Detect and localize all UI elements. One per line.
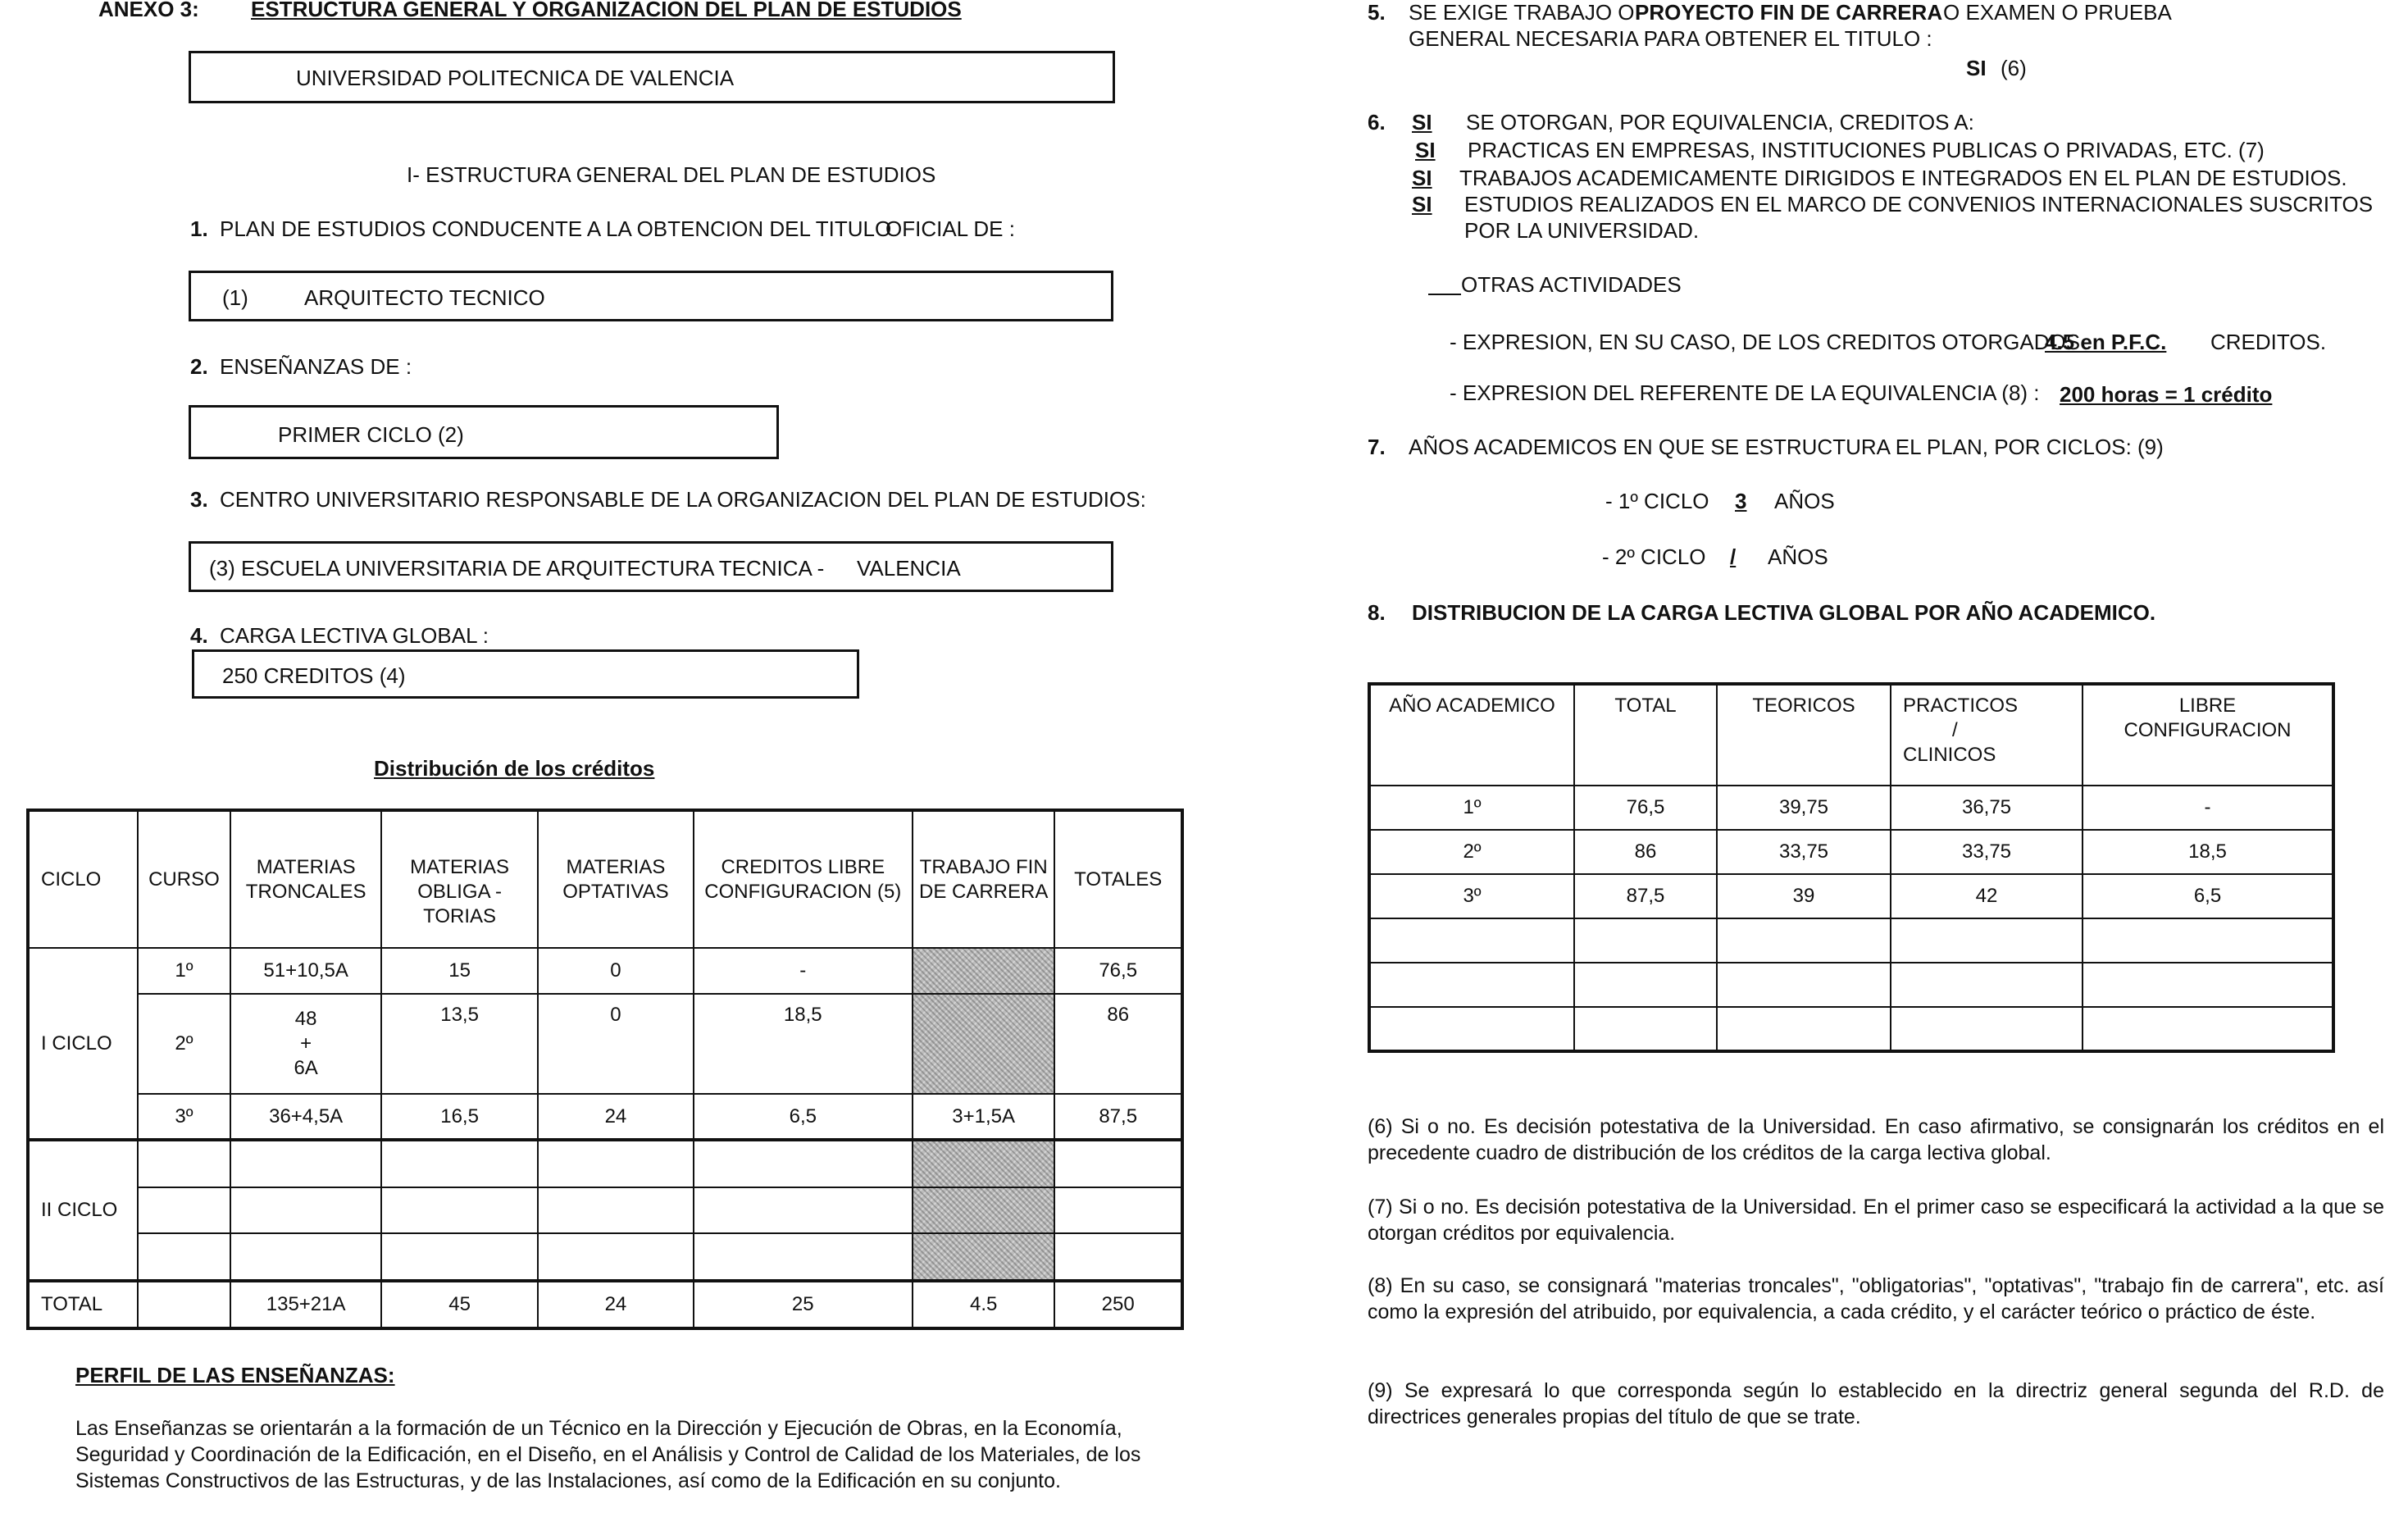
q4-number: 4. [190, 623, 208, 648]
yt-empty [1369, 918, 1574, 963]
q7-c1-unit: AÑOS [1774, 489, 1835, 513]
yt-empty [1891, 963, 2083, 1007]
header-obligatorias-l2: OBLIGA - [417, 880, 502, 903]
header-ciclo: CICLO [28, 810, 138, 948]
footnote-8: (8) En su caso, se consignará "materias troncales", "obligatorias", "optativas", "trabajo fin de carrera", etc. así como la expresión del atribuido, por equivalencia, a cada crédito, y el carácter teórico o práctico de éste. [1368, 1274, 2384, 1323]
yt-empty [1717, 1007, 1891, 1051]
total-label: TOTAL [28, 1281, 138, 1328]
row1-totales: 76,5 [1054, 948, 1182, 994]
header-troncales [230, 810, 381, 948]
ciclo2-r3-optativas [538, 1233, 693, 1281]
row3-libre: 6,5 [694, 1094, 913, 1140]
header-obligatorias [381, 810, 538, 948]
yt-header-total: TOTAL [1574, 684, 1717, 786]
yt-r1-teoricos: 39,75 [1717, 786, 1891, 830]
q7-c2-value: / [1730, 544, 1737, 569]
ciclo-2-label: II CICLO [28, 1140, 138, 1281]
q3-answer: (3) ESCUELA UNIVERSITARIA DE ARQUITECTURA TECNICA - [209, 556, 825, 581]
yt-empty [1369, 963, 1574, 1007]
total-libre: 25 [694, 1281, 913, 1328]
ciclo2-r3-curso [138, 1233, 231, 1281]
q6-otras-blank [1428, 294, 1461, 295]
q5-line2: GENERAL NECESARIA PARA OBTENER EL TITULO : [1409, 26, 1932, 51]
q7-text: AÑOS ACADEMICOS EN QUE SE ESTRUCTURA EL PLAN, POR CICLOS: (9) [1409, 435, 2164, 459]
q8-number: 8. [1368, 600, 1386, 625]
total-troncales: 135+21A [230, 1281, 381, 1328]
row2-curso: 2º [138, 994, 231, 1094]
ciclo2-r1-obligatorias [381, 1140, 538, 1187]
q6-item3-cont: POR LA UNIVERSIDAD. [1464, 218, 1700, 243]
yt-r3-year: 3º [1369, 874, 1574, 918]
q3-answer-box [189, 541, 1113, 592]
q1-answer: ARQUITECTO TECNICO [304, 285, 545, 310]
yt-r2-practicos: 33,75 [1891, 830, 2083, 874]
yt-header-teoricos: TEORICOS [1717, 684, 1891, 786]
header-trabajo-l1: TRABAJO FIN [919, 855, 1048, 878]
q3-number: 3. [190, 487, 208, 512]
yt-empty [1891, 1007, 2083, 1051]
ciclo2-r3-libre [694, 1233, 913, 1281]
header-libre-l2: CONFIGURACION (5) [704, 880, 902, 903]
yt-r2-teoricos: 33,75 [1717, 830, 1891, 874]
q6-item3-mark: SI [1412, 192, 1432, 216]
yt-r3-teoricos: 39 [1717, 874, 1891, 918]
ciclo-1-label: I CICLO [28, 948, 138, 1140]
ciclo2-r2-trabajo [913, 1187, 1054, 1233]
row1-trabajo [913, 948, 1054, 994]
header-libre-l1: CREDITOS LIBRE [721, 855, 885, 878]
row3-curso: 3º [138, 1094, 231, 1140]
q6-item3-text: ESTUDIOS REALIZADOS EN EL MARCO DE CONVENIOS INTERNACIONALES SUSCRITOS [1464, 192, 2374, 216]
footnote-7: (7) Si o no. Es decisión potestativa de la Universidad. En el primer caso se especificará la actividad a la que se otorgan créditos por equivalencia. [1368, 1196, 2384, 1245]
ciclo2-r3-totales [1054, 1233, 1182, 1281]
header-trabajo-l2: DE CARRERA [918, 880, 1049, 903]
row2-totales: 86 [1054, 994, 1182, 1094]
yt-r2-year: 2º [1369, 830, 1574, 874]
q6-expr2-text: - EXPRESION DEL REFERENTE DE LA EQUIVALENCIA (8) : [1450, 380, 2040, 405]
annex-label: ANEXO 3: [98, 0, 199, 21]
ciclo2-r1-optativas [538, 1140, 693, 1187]
yt-header-year: AÑO ACADEMICO [1369, 684, 1574, 786]
q3-text: CENTRO UNIVERSITARIO RESPONSABLE DE LA ORGANIZACION DEL PLAN DE ESTUDIOS: [220, 487, 1146, 512]
q6-expr1-value: 4.5 en P.F.C. [2045, 330, 2167, 354]
row2-troncales [230, 994, 381, 1094]
row3-totales: 87,5 [1054, 1094, 1182, 1140]
q5-line1-c: O EXAMEN O PRUEBA [1943, 0, 2172, 25]
q6-otras: OTRAS ACTIVIDADES [1461, 272, 1682, 297]
q4-answer: 250 CREDITOS (4) [222, 663, 406, 688]
section-title: I- ESTRUCTURA GENERAL DEL PLAN DE ESTUDIOS [407, 162, 936, 187]
q2-number: 2. [190, 354, 208, 379]
total-curso [138, 1281, 231, 1328]
header-obligatorias-l1: MATERIAS [410, 855, 510, 878]
yt-r3-total: 87,5 [1574, 874, 1717, 918]
row1-obligatorias: 15 [381, 948, 538, 994]
ciclo2-r2-libre [694, 1187, 913, 1233]
header-libre [694, 810, 913, 948]
q6-item2-mark: SI [1412, 166, 1432, 190]
row3-trabajo: 3+1,5A [913, 1094, 1054, 1140]
yt-empty [2083, 918, 2333, 963]
row2-troncales-a: 48 [294, 1008, 317, 1030]
q7-number: 7. [1368, 435, 1386, 459]
ciclo2-r1-totales [1054, 1140, 1182, 1187]
q5-answer: SI [1966, 56, 1987, 80]
perfil-line-3: Sistemas Constructivos de las Estructuras, y de las Instalaciones, así como de la Edificación en su conjunto. [75, 1469, 1061, 1492]
header-troncales-l1: MATERIAS [256, 855, 356, 878]
yt-r1-libre: - [2083, 786, 2333, 830]
footnote-9: (9) Se expresará lo que corresponda según lo establecido en la directriz general segunda del R.D. de directrices generales propias del título de que se trate. [1368, 1379, 2384, 1428]
header-optativas-l2: OPTATIVAS [562, 880, 669, 903]
q7-c1-label: - 1º CICLO [1605, 489, 1709, 513]
q5-line1-a: SE EXIGE TRABAJO O [1409, 0, 1635, 25]
perfil-line-2: Seguridad y Coordinación de la Edificación, en el Diseño, en el Análisis y Control de Calidad de los Materiales, de los [75, 1443, 1141, 1466]
q6-expr1-text: - EXPRESION, EN SU CASO, DE LOS CREDITOS OTORGADOS [1450, 330, 2081, 354]
ciclo2-r2-totales [1054, 1187, 1182, 1233]
row2-troncales-plus: + [300, 1032, 312, 1055]
row1-troncales: 51+10,5A [230, 948, 381, 994]
university-box [189, 51, 1115, 103]
yt-header-libre [2083, 684, 2333, 786]
yt-r3-libre: 6,5 [2083, 874, 2333, 918]
q5-ref: (6) [2001, 56, 2027, 80]
yt-empty [2083, 1007, 2333, 1051]
header-curso: CURSO [138, 810, 231, 948]
yt-empty [1717, 918, 1891, 963]
q4-answer-box [192, 649, 859, 699]
q6-item2-text: TRABAJOS ACADEMICAMENTE DIRIGIDOS E INTEGRADOS EN EL PLAN DE ESTUDIOS. [1459, 166, 2347, 190]
row2-trabajo [913, 994, 1054, 1094]
ciclo2-r1-trabajo [913, 1140, 1054, 1187]
perfil-title: PERFIL DE LAS ENSEÑANZAS: [75, 1363, 395, 1387]
q2-answer: PRIMER CICLO (2) [278, 422, 464, 447]
total-totales: 250 [1054, 1281, 1182, 1328]
row2-troncales-b: 6A [294, 1057, 318, 1079]
yt-empty [2083, 963, 2333, 1007]
ciclo2-r3-obligatorias [381, 1233, 538, 1281]
row2-optativas: 0 [538, 994, 693, 1094]
row2-obligatorias: 13,5 [381, 994, 538, 1094]
yt-r1-total: 76,5 [1574, 786, 1717, 830]
header-obligatorias-l3: TORIAS [423, 904, 497, 927]
q5-line1-b: PROYECTO FIN DE CARRERA [1635, 0, 1943, 25]
yt-header-libre-l1: LIBRE [2178, 695, 2237, 717]
q6-expr1-unit: CREDITOS. [2210, 330, 2327, 354]
q2-answer-box [189, 405, 779, 459]
ciclo2-r1-curso [138, 1140, 231, 1187]
row1-curso: 1º [138, 948, 231, 994]
q8-text: DISTRIBUCION DE LA CARGA LECTIVA GLOBAL POR AÑO ACADEMICO. [1412, 600, 2156, 625]
university-name: UNIVERSIDAD POLITECNICA DE VALENCIA [296, 66, 735, 90]
yt-header-libre-l2: CONFIGURACION [2124, 719, 2292, 741]
q2-text: ENSEÑANZAS DE : [220, 354, 412, 379]
q1-text-b: OFICIAL DE : [885, 216, 1015, 241]
row3-obligatorias: 16,5 [381, 1094, 538, 1140]
header-totales: TOTALES [1054, 810, 1182, 948]
q7-c2-label: - 2º CICLO [1602, 544, 1706, 569]
q1-ref: (1) [222, 285, 248, 310]
row2-libre: 18,5 [694, 994, 913, 1094]
yt-empty [1574, 963, 1717, 1007]
yt-r1-year: 1º [1369, 786, 1574, 830]
total-optativas: 24 [538, 1281, 693, 1328]
ciclo2-r3-troncales [230, 1233, 381, 1281]
q4-text: CARGA LECTIVA GLOBAL : [220, 623, 489, 648]
row1-optativas: 0 [538, 948, 693, 994]
q1-answer-box [189, 271, 1113, 321]
row3-optativas: 24 [538, 1094, 693, 1140]
q5-number: 5. [1368, 0, 1386, 25]
ciclo2-r2-obligatorias [381, 1187, 538, 1233]
q1-text: PLAN DE ESTUDIOS CONDUCENTE A LA OBTENCION DEL TITULO [220, 216, 892, 241]
yt-r3-practicos: 42 [1891, 874, 2083, 918]
credits-distribution-table [26, 809, 1184, 1330]
q6-text: SE OTORGAN, POR EQUIVALENCIA, CREDITOS A: [1466, 110, 1974, 134]
yt-empty [1369, 1007, 1574, 1051]
yt-r1-practicos: 36,75 [1891, 786, 2083, 830]
header-optativas [538, 810, 693, 948]
q7-c2-unit: AÑOS [1768, 544, 1828, 569]
yt-empty [1891, 918, 2083, 963]
footnote-6: (6) Si o no. Es decisión potestativa de la Universidad. En caso afirmativo, se consignarán los créditos en el precedente cuadro de distribución de los créditos de la carga lectiva global. [1368, 1115, 2384, 1164]
annex-title: ESTRUCTURA GENERAL Y ORGANIZACION DEL PLAN DE ESTUDIOS [251, 0, 962, 21]
yt-empty [1574, 1007, 1717, 1051]
total-obligatorias: 45 [381, 1281, 538, 1328]
yt-header-practicos-l1: PRACTICOS [1903, 695, 2019, 717]
yt-empty [1717, 963, 1891, 1007]
q6-item1-mark: SI [1415, 138, 1436, 162]
perfil-line-1: Las Enseñanzas se orientarán a la formación de un Técnico en la Dirección y Ejecución de Obras, en la Economía, [75, 1417, 1122, 1440]
yt-header-practicos [1891, 684, 2083, 786]
yt-empty [1574, 918, 1717, 963]
ciclo2-r2-optativas [538, 1187, 693, 1233]
yt-r2-libre: 18,5 [2083, 830, 2333, 874]
q6-expr2-value: 200 horas = 1 crédito [2060, 382, 2273, 407]
q7-c1-value: 3 [1735, 489, 1747, 513]
header-troncales-l2: TRONCALES [245, 880, 366, 903]
header-optativas-l1: MATERIAS [566, 855, 666, 878]
yt-header-practicos-l3: CLINICOS [1903, 744, 1996, 766]
ciclo2-r2-troncales [230, 1187, 381, 1233]
academic-year-table [1368, 682, 2335, 1053]
q6-si: SI [1412, 110, 1432, 134]
q6-item1-text: PRACTICAS EN EMPRESAS, INSTITUCIONES PUBLICAS O PRIVADAS, ETC. (7) [1468, 138, 2265, 162]
ciclo2-r1-libre [694, 1140, 913, 1187]
q1-number: 1. [190, 216, 208, 241]
ciclo2-r3-trabajo [913, 1233, 1054, 1281]
yt-header-practicos-l2: / [1952, 719, 1958, 741]
q6-number: 6. [1368, 110, 1386, 134]
dist-title: Distribución de los créditos [374, 756, 655, 781]
row1-libre: - [694, 948, 913, 994]
ciclo2-r1-troncales [230, 1140, 381, 1187]
row3-troncales: 36+4,5A [230, 1094, 381, 1140]
yt-r2-total: 86 [1574, 830, 1717, 874]
ciclo2-r2-curso [138, 1187, 231, 1233]
header-trabajo [913, 810, 1054, 948]
total-trabajo: 4.5 [913, 1281, 1054, 1328]
q3-answer-city: VALENCIA [857, 556, 961, 581]
